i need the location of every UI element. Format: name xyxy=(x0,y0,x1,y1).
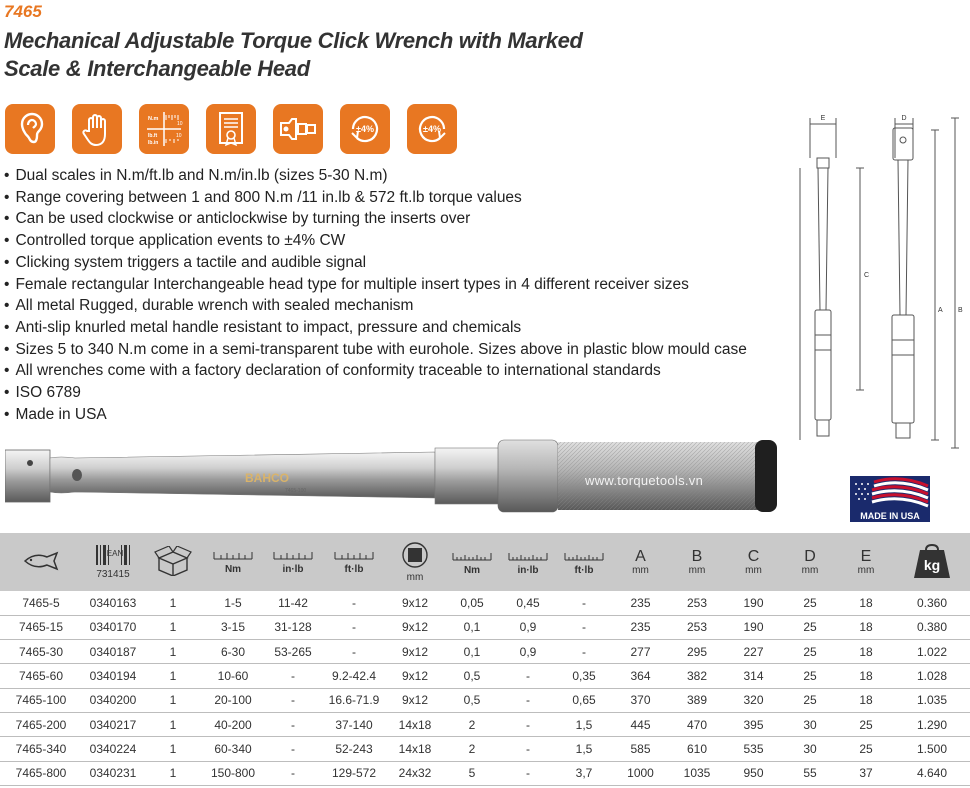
ean-label: EAN xyxy=(106,549,124,558)
table-cell: - xyxy=(500,688,556,712)
range-nm-label: Nm xyxy=(224,563,242,575)
table-cell: 9x12 xyxy=(386,640,444,664)
spec-table xyxy=(0,533,970,786)
feature-item: • Female rectangular Interchangeable head type for multiple insert types in 4 different receiver sizes xyxy=(4,274,747,296)
table-cell: 314 xyxy=(725,664,782,688)
weight-icon xyxy=(912,542,952,580)
feature-item: • Anti-slip knurled metal handle resistant to impact, pressure and chemicals xyxy=(4,317,747,339)
table-cell: 14x18 xyxy=(386,737,444,761)
graduation-nm-header xyxy=(444,533,500,591)
table-cell: 320 xyxy=(725,688,782,712)
dim-d-letter: D xyxy=(804,547,816,565)
table-row xyxy=(0,591,970,615)
table-cell: 0,1 xyxy=(444,615,500,639)
weight-header xyxy=(894,533,970,591)
badge-text: MADE IN USA xyxy=(860,511,920,521)
table-cell: 295 xyxy=(669,640,725,664)
table-cell: - xyxy=(322,640,386,664)
barcode-icon xyxy=(94,544,132,566)
wrench-model: 7465-100 xyxy=(285,488,307,494)
table-cell: 1 xyxy=(144,664,202,688)
table-cell: 253 xyxy=(669,591,725,615)
table-cell: 18 xyxy=(838,688,894,712)
table-cell: 3,7 xyxy=(556,761,612,785)
range-nm-header xyxy=(202,533,264,591)
diagram-label-c: C xyxy=(864,272,870,279)
table-cell: 227 xyxy=(725,640,782,664)
table-cell: 1 xyxy=(144,712,202,736)
table-cell: 1000 xyxy=(612,761,669,785)
table-cell: 470 xyxy=(669,712,725,736)
table-row xyxy=(0,664,970,688)
table-cell: 364 xyxy=(612,664,669,688)
hand-icon xyxy=(72,104,122,154)
square-drive-unit: mm xyxy=(406,571,424,583)
table-cell: 25 xyxy=(838,737,894,761)
table-cell: 1,5 xyxy=(556,712,612,736)
table-cell: - xyxy=(500,761,556,785)
table-cell: 389 xyxy=(669,688,725,712)
table-row xyxy=(0,712,970,736)
table-cell: 1.022 xyxy=(894,640,970,664)
dim-e-header xyxy=(838,533,894,591)
table-cell: 7465-15 xyxy=(0,615,82,639)
table-cell: 0340217 xyxy=(82,712,144,736)
title-line-2: Scale & Interchangeable Head xyxy=(4,56,310,81)
scale-num-bottom: 10 xyxy=(176,133,182,139)
table-cell: - xyxy=(264,712,322,736)
table-cell: 25 xyxy=(782,688,838,712)
feature-item: • Can be used clockwise or anticlockwise by turning the inserts over xyxy=(4,208,747,230)
watermark: www.torquetools.vn xyxy=(585,473,704,488)
dim-b-header xyxy=(669,533,725,591)
graduation-nm-label: Nm xyxy=(463,564,481,576)
table-cell: 0,9 xyxy=(500,640,556,664)
table-cell: 18 xyxy=(838,615,894,639)
feature-item: • Sizes 5 to 340 N.m come in a semi-transparent tube with eurohole. Sizes above in plastic blow mould case xyxy=(4,339,747,361)
table-cell: 3-15 xyxy=(202,615,264,639)
feature-item: • Range covering between 1 and 800 N.m /11 in.lb & 572 ft.lb torque values xyxy=(4,187,747,209)
table-cell: 1 xyxy=(144,615,202,639)
table-cell: 24x32 xyxy=(386,761,444,785)
range-ftlb-header xyxy=(322,533,386,591)
table-cell: 0,35 xyxy=(556,664,612,688)
scale-label-lbft: lb.ft xyxy=(148,133,158,139)
table-cell: 535 xyxy=(725,737,782,761)
dual-scale-icon xyxy=(139,104,189,154)
table-cell: 25 xyxy=(782,640,838,664)
table-cell: 10-60 xyxy=(202,664,264,688)
accuracy-text-ccw: ±4% xyxy=(423,124,441,134)
table-cell: 277 xyxy=(612,640,669,664)
table-cell: - xyxy=(322,591,386,615)
table-cell: 9x12 xyxy=(386,664,444,688)
table-cell: - xyxy=(264,664,322,688)
table-cell: 235 xyxy=(612,615,669,639)
table-cell: 190 xyxy=(725,591,782,615)
table-cell: 40-200 xyxy=(202,712,264,736)
feature-item: • Clicking system triggers a tactile and audible signal xyxy=(4,252,747,274)
table-cell: 2 xyxy=(444,737,500,761)
dim-a-header xyxy=(612,533,669,591)
table-cell: 52-243 xyxy=(322,737,386,761)
table-cell: - xyxy=(556,615,612,639)
table-cell: 60-340 xyxy=(202,737,264,761)
table-cell: 0340200 xyxy=(82,688,144,712)
feature-list xyxy=(4,165,747,425)
diagram-label-d: D xyxy=(901,115,907,122)
made-in-usa-badge xyxy=(850,476,930,522)
feature-item: • Made in USA xyxy=(4,404,747,426)
table-cell: 55 xyxy=(782,761,838,785)
feature-item: • All wrenches come with a factory declaration of conformity traceable to international standards xyxy=(4,360,747,382)
ear-icon xyxy=(5,104,55,154)
table-cell: 2 xyxy=(444,712,500,736)
table-row xyxy=(0,761,970,785)
table-cell: 14x18 xyxy=(386,712,444,736)
table-cell: 382 xyxy=(669,664,725,688)
table-cell: 25 xyxy=(782,591,838,615)
ean-header xyxy=(82,533,144,591)
table-cell: - xyxy=(322,615,386,639)
table-cell: 1 xyxy=(144,737,202,761)
table-cell: 0340194 xyxy=(82,664,144,688)
table-cell: 7465-30 xyxy=(0,640,82,664)
weight-label: kg xyxy=(923,556,941,573)
square-drive-header xyxy=(386,533,444,591)
anticlockwise-accuracy-icon xyxy=(407,104,457,154)
scale-num-top: 10 xyxy=(177,121,183,127)
page-title xyxy=(4,27,583,83)
table-cell: - xyxy=(500,664,556,688)
table-cell: 1.028 xyxy=(894,664,970,688)
table-cell: 9x12 xyxy=(386,688,444,712)
table-cell: 445 xyxy=(612,712,669,736)
table-cell: - xyxy=(264,737,322,761)
table-row xyxy=(0,688,970,712)
table-cell: 1 xyxy=(144,591,202,615)
dim-c-unit: mm xyxy=(745,564,762,576)
table-cell: 150-800 xyxy=(202,761,264,785)
table-cell: 0,5 xyxy=(444,688,500,712)
table-cell: 1.035 xyxy=(894,688,970,712)
table-cell: 1.500 xyxy=(894,737,970,761)
table-cell: 7465-100 xyxy=(0,688,82,712)
table-cell: 20-100 xyxy=(202,688,264,712)
box-icon xyxy=(144,533,202,591)
range-ftlb-label: ft·lb xyxy=(344,563,364,575)
table-cell: 18 xyxy=(838,664,894,688)
table-cell: 11-42 xyxy=(264,591,322,615)
table-cell: 129-572 xyxy=(322,761,386,785)
table-cell: 0,05 xyxy=(444,591,500,615)
table-cell: 30 xyxy=(782,712,838,736)
table-cell: 7465-5 xyxy=(0,591,82,615)
product-code: 7465 xyxy=(4,2,42,21)
dim-a-unit: mm xyxy=(632,564,649,576)
table-cell: 4.640 xyxy=(894,761,970,785)
table-row xyxy=(0,640,970,664)
interchangeable-head-icon xyxy=(273,104,323,154)
ean-number: 731415 xyxy=(96,569,130,580)
scale-label-lbin: lb.in xyxy=(148,140,159,146)
table-cell: 0,65 xyxy=(556,688,612,712)
feature-icons xyxy=(5,104,457,154)
dim-c-letter: C xyxy=(747,547,760,565)
table-cell: 9x12 xyxy=(386,591,444,615)
table-cell: 1035 xyxy=(669,761,725,785)
table-cell: 0,5 xyxy=(444,664,500,688)
table-cell: 395 xyxy=(725,712,782,736)
table-cell: 253 xyxy=(669,615,725,639)
dim-c-header xyxy=(725,533,782,591)
table-cell: 0340170 xyxy=(82,615,144,639)
feature-item: • ISO 6789 xyxy=(4,382,747,404)
table-cell: 190 xyxy=(725,615,782,639)
table-cell: 0.380 xyxy=(894,615,970,639)
table-cell: 1,5 xyxy=(556,737,612,761)
feature-item: • Dual scales in N.m/ft.lb and N.m/in.lb (sizes 5-30 N.m) xyxy=(4,165,747,187)
table-cell: 0340224 xyxy=(82,737,144,761)
graduation-inlb-label: in·lb xyxy=(517,564,539,576)
table-row xyxy=(0,737,970,761)
table-cell: 235 xyxy=(612,591,669,615)
feature-item: • All metal Rugged, durable wrench with sealed mechanism xyxy=(4,295,747,317)
table-cell: 16.6-71.9 xyxy=(322,688,386,712)
table-cell: 610 xyxy=(669,737,725,761)
table-cell: 25 xyxy=(782,615,838,639)
spec-table-body xyxy=(0,591,970,785)
table-cell: 18 xyxy=(838,591,894,615)
wrench-brand: BAHCO xyxy=(245,471,289,485)
diagram-label-b: B xyxy=(958,307,963,314)
table-cell: 7465-200 xyxy=(0,712,82,736)
dimension-diagram xyxy=(790,110,968,455)
table-cell: 0,1 xyxy=(444,640,500,664)
table-cell: 0340163 xyxy=(82,591,144,615)
clockwise-accuracy-icon xyxy=(340,104,390,154)
range-inlb-header xyxy=(264,533,322,591)
table-cell: 1-5 xyxy=(202,591,264,615)
title-line-1: Mechanical Adjustable Torque Click Wrench with Marked xyxy=(4,28,583,53)
table-cell: 5 xyxy=(444,761,500,785)
graduation-ftlb-header xyxy=(556,533,612,591)
table-cell: 53-265 xyxy=(264,640,322,664)
dim-b-unit: mm xyxy=(688,564,706,576)
table-cell: 950 xyxy=(725,761,782,785)
table-cell: 0,9 xyxy=(500,615,556,639)
table-cell: 37-140 xyxy=(322,712,386,736)
diagram-label-e: E xyxy=(820,115,826,122)
dim-b-letter: B xyxy=(691,547,703,565)
table-cell: 370 xyxy=(612,688,669,712)
diagram-label-a: A xyxy=(938,307,943,314)
table-cell: 0340187 xyxy=(82,640,144,664)
table-cell: 37 xyxy=(838,761,894,785)
table-cell: 7465-60 xyxy=(0,664,82,688)
certificate-icon xyxy=(206,104,256,154)
dim-e-letter: E xyxy=(860,547,872,565)
table-cell: 9x12 xyxy=(386,615,444,639)
range-inlb-label: in·lb xyxy=(282,563,304,575)
graduation-ftlb-label: ft·lb xyxy=(574,564,594,576)
table-cell: - xyxy=(500,712,556,736)
table-cell: 18 xyxy=(838,640,894,664)
table-cell: 0340231 xyxy=(82,761,144,785)
table-header-row xyxy=(0,533,970,591)
feature-item: • Controlled torque application events to ±4% CW xyxy=(4,230,747,252)
table-cell: 25 xyxy=(782,664,838,688)
dim-d-unit: mm xyxy=(801,564,819,576)
graduation-inlb-header xyxy=(500,533,556,591)
table-cell: 0,45 xyxy=(500,591,556,615)
table-cell: 7465-800 xyxy=(0,761,82,785)
table-cell: 1 xyxy=(144,640,202,664)
table-cell: 1 xyxy=(144,761,202,785)
table-cell: - xyxy=(264,761,322,785)
table-cell: 25 xyxy=(838,712,894,736)
table-cell: 7465-340 xyxy=(0,737,82,761)
table-cell: 9.2-42.4 xyxy=(322,664,386,688)
fish-icon xyxy=(0,533,82,591)
scale-label-nm: N.m xyxy=(148,116,159,122)
table-cell: 585 xyxy=(612,737,669,761)
table-cell: 1.290 xyxy=(894,712,970,736)
table-cell: - xyxy=(500,737,556,761)
table-cell: 1 xyxy=(144,688,202,712)
accuracy-text-cw: ±4% xyxy=(356,124,374,134)
dim-e-unit: mm xyxy=(857,564,875,576)
table-row xyxy=(0,615,970,639)
dim-d-header xyxy=(782,533,838,591)
table-cell: - xyxy=(556,640,612,664)
table-cell: 6-30 xyxy=(202,640,264,664)
table-cell: - xyxy=(556,591,612,615)
table-cell: 0.360 xyxy=(894,591,970,615)
table-cell: 30 xyxy=(782,737,838,761)
dim-a-letter: A xyxy=(635,547,646,565)
table-cell: - xyxy=(264,688,322,712)
table-cell: 31-128 xyxy=(264,615,322,639)
